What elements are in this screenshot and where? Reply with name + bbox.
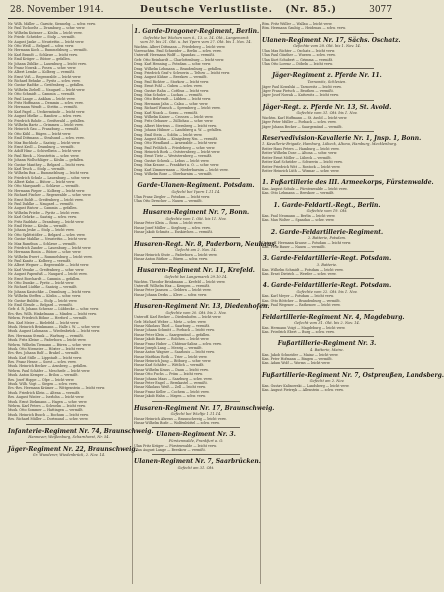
casualty-entry: Rtm. Hermann Gaubig — Heidenau — schw. verw. <box>262 26 346 31</box>
casualty-entry: Ers.-Res. Hermann Krämer — Wittgenstein — leicht verw. <box>8 386 105 391</box>
casualty-entry: Ulan Fritz Krüger — Fürstenwalde — leicht verw. <box>134 443 217 448</box>
casualty-entry: Husar Heinrich Jung — Bitburg — schw. verw. <box>134 359 212 364</box>
section-separator <box>280 68 374 69</box>
casualty-entry: Gefr. Otto Reinhardt — Charlottenburg — leicht verw. <box>134 57 225 62</box>
regiment-subheading: Gefechte vom 19. Okt. <box>306 209 348 214</box>
casualty-entry: Musk. Otto Sommer — Hattingen — vermißt. <box>8 408 84 413</box>
casualty-entry: Nr. Albert Kuhn — Bütow — leicht verw. <box>8 180 76 185</box>
section-separator <box>152 263 240 264</box>
regiment-subheading: Gefechte bei Wielzen vom 6., 13. u. 14. Okt., Langemarck <box>143 35 249 40</box>
section-separator <box>280 336 374 337</box>
header-title <box>140 5 337 16</box>
casualty-entry: Nr. Gustav Bublitz — Stolp — leicht verw. <box>8 298 78 303</box>
page-header <box>0 0 400 22</box>
casualty-entry: Nr. Wilhelm Kutzner — Köslin — leicht verw. <box>8 30 83 35</box>
casualty-entry: Nr. Hermann Wendt — Stettin — vermißt. <box>8 105 78 110</box>
casualty-entry: Drag. Ernst Pohl — Guben — schw. verw. <box>134 84 203 89</box>
column-2 <box>134 22 277 588</box>
casualty-entry: Drag. Hermann Jahn — Calau — schw. verw. <box>134 101 209 106</box>
casualty-entry: Husar Peter Klein — Saargemünd — gefallen. <box>134 332 211 337</box>
casualty-entry: Wachtm. Karl Hoffmann — St. Avold — leicht verw. <box>262 115 348 120</box>
regiment-heading: Infanterie-Regiment Nr. 74, Braunschweig. <box>8 427 154 435</box>
casualty-entry: Kan. August Pietrzyk — Allenstein — schw. verw. <box>262 388 344 393</box>
casualty-entry: Husar Johann Derks — Kleve — schw. verw. <box>134 292 207 297</box>
casualty-entry: Nr. Max Buchholz — Saatzig — leicht verw. <box>8 140 81 145</box>
section-separator <box>280 198 374 199</box>
casualty-entry: Nr. Johann Wollschläger — Köslin — gefallen. <box>8 158 85 163</box>
casualty-entry: Reiter Karl Schröder — Schwerin — leicht verw. <box>262 160 343 165</box>
casualty-entry: Nr. Johann Kasischke — Dramburg — leicht verw. <box>8 289 91 294</box>
casualty-entry: Drag. Wilhelm Lehmann — Brandenburg — gefallen. <box>134 66 223 71</box>
casualty-entry: Musk. Anton Kemper — Brilon — vermißt. <box>8 373 79 378</box>
section-separator <box>26 424 112 425</box>
casualty-entry: Kan. Peter Hofmann — Bingen — vermißt. <box>262 356 333 361</box>
casualty-entry: Nr. Paul Tschoeltz — Dramburg — schw. verw. <box>8 26 86 31</box>
casualty-entry: Drag. Karl Zimmermann — Niederbarnim — leicht verw. <box>134 167 229 172</box>
regiment-heading: Husaren-Regiment Nr. 7, Bonn. <box>142 209 250 217</box>
casualty-entry: Kan. Paul Wegener — Rathenow — leicht verw. <box>262 303 341 308</box>
casualty-entry: Husar Anton Wagner — Saarlouis — leicht verw. <box>134 350 215 355</box>
section-separator <box>280 251 374 252</box>
section-separator <box>280 278 374 279</box>
section-separator <box>152 178 240 179</box>
casualty-entry: Nr. August Papenfuß — Naugard — leicht verw. <box>8 272 88 277</box>
casualty-entry: Nr. Emil Dittmann — Stralsund — schw. verw. <box>8 136 85 141</box>
header-rule <box>8 18 392 19</box>
casualty-entry: Nr. Johann Jeske — Stolp — leicht verw. <box>8 228 75 233</box>
casualty-entry: Nr. Max Ramthun — Schlawe — vermißt. <box>8 241 77 246</box>
column-divider <box>132 24 133 584</box>
section-separator <box>280 368 374 369</box>
casualty-entry: Unteroff. Karl Becker — Diedenhofen — leicht verw. <box>134 315 222 320</box>
casualty-entry: Nr. Friedrich Rohde — Greifswald — gefallen. <box>8 118 85 123</box>
casualty-entry: Nr. Franz Nowak — Posen — schw. verw. <box>8 65 77 70</box>
casualty-entry: Husar Franz Keller — Cochem — leicht verw. <box>134 389 210 394</box>
casualty-entry: Drag. Friedrich Graf v. Schwerin — Teltow — leicht verw. <box>134 71 230 76</box>
regiment-subheading: Gefecht am 2. Nov. 14. <box>175 248 217 253</box>
casualty-entry: Drag. Albert Mertens — Sternberg — leicht verw. <box>134 123 217 128</box>
regiment-subheading: Gefecht bei Ypern 1.11.14. <box>171 189 221 194</box>
casualty-entry: Nr. Ernst Kroll — Dramburg — vermißt. <box>8 144 75 149</box>
casualty-entry: Husar Peter Engel — Bernkastel — vermißt. <box>134 381 208 386</box>
casualty-entry: Musk. Heinrich Becker — Arnsberg — gefallen. <box>8 364 88 369</box>
casualty-entry: Husar Anton Rüther — Büren — schw. verw. <box>134 257 208 262</box>
casualty-entry: Nr. Gustav Radtke — Greifenberg — gefallen. <box>8 83 85 88</box>
casualty-entry: Husar Wilhelm Bode — Wolfenbüttel — schw. verw. <box>134 421 220 426</box>
casualty-entry: Drag. Johann Hübner — Landsberg a. W. — gefallen. <box>134 128 222 133</box>
casualty-entry: Kan. Friedrich Ebert — Burg — schw. verw. <box>262 330 335 335</box>
casualty-entry: Nr. Emil Krüger — Bütow — gefallen. <box>8 57 71 62</box>
casualty-entry: Nr. Wilhelm Steffen — Köslin — schw. verw. <box>8 294 82 299</box>
regiment-subheading: Gefecht am 2. Nov. <box>309 379 345 384</box>
regiment-subheading: Fürstenwalde, Frankfurt a. O. <box>168 438 224 443</box>
regiment-subheading: Gefechte vom 31. Okt. bis 1. Nov. <box>296 111 358 116</box>
casualty-entry: Kan. Karl Meyer — Potsdam — leicht verw. <box>262 294 334 299</box>
casualty-entry: Husar Nikolaus Thiel — Saarburg — vermißt. <box>134 323 211 328</box>
header-title-text: Deutsche Verlustliste. <box>140 5 273 15</box>
casualty-entry: Nr. Richard Fischer — Regenwalde — schw. verw. <box>8 193 92 198</box>
casualty-entry: Nr. Wilhelm Rux — Rummelsburg — leicht verw. <box>8 171 89 176</box>
casualty-entry: Nr. Wilh. Mäller — Garnitz, Siennebg. — schw. verw. <box>8 22 96 26</box>
regiment-subheading: Tarnowitz, Schlesien. <box>307 79 347 84</box>
casualty-entry: Nr. Paul Kanitz — Kolberg — vermißt. <box>8 259 72 264</box>
casualty-entry: Ulan Otto Drescher — Nauen — vermißt. <box>134 198 203 203</box>
casualty-entry: Nr. Otto Splittstößer — Belgard — schw. verw. <box>8 232 86 237</box>
casualty-entry: Drag. Emil Stein — Soldin — leicht verw. <box>134 132 203 137</box>
casualty-entry: Husar Nikolaus Weiß — Zell — leicht verw. <box>134 385 206 390</box>
regiment-heading: 4. Garde-Feldartillerie-Regt. Potsdam. <box>262 282 392 290</box>
casualty-entry: Nr. Albert Wegner — Regenwalde — leicht verw. <box>8 263 90 268</box>
section-separator <box>152 454 240 455</box>
casualty-entry: Drag. Ernst Tietz — Weststernberg — vermißt. <box>134 154 213 159</box>
regiment-heading: Ulanen-Regiment Nr. 3. <box>156 431 236 439</box>
casualty-entry: Nr. Gustav Manthey — Belgard — leicht verw. <box>8 162 85 167</box>
casualty-entry: Nr. Heinrich Gau — Franzburg — vermißt. <box>8 127 80 132</box>
casualty-entry: Res. Richard Müller — Dortmund — schw. verw. <box>8 417 89 422</box>
casualty-entry: Musk. Otto Niemeier — Höxter — leicht verw. <box>8 346 85 351</box>
section-separator <box>152 205 240 206</box>
regiment-subheading: Gefechte vom 20. Okt. bis 2. Nov. <box>165 310 227 315</box>
regiment-subheading: Gefecht vom 31. Okt. bis 2. Nov. 14. <box>294 321 360 326</box>
casualty-entry: Nr. Fritz Raddatz — Dramburg — leicht verw. <box>8 219 85 224</box>
casualty-entry: Drag. Karl Henning — Potsdam — schw. verw. <box>134 62 211 67</box>
casualty-entry: Nr. Karl Brandt — Schlawe — leicht verw. <box>8 52 78 57</box>
casualty-entry: Nr. Paul Lange — Anklam — leicht verw. <box>8 96 76 101</box>
casualty-entry: Husar Heinrich Ahrens — Braunschweig — leicht verw. <box>134 416 227 421</box>
casualty-entry: Husar Heinrich Stute — Paderborn — leicht verw. <box>134 252 218 257</box>
casualty-entry: Nr. Johann Zühlke — Lauenburg — leicht verw. <box>8 61 87 66</box>
casualty-entry: Nr. Wilhelm Priebe — Pyritz — leicht verw. <box>8 210 80 215</box>
casualty-entry: Drag. August Kühn — Königsberg Nm. — vermißt. <box>134 136 219 141</box>
section-separator <box>280 33 374 34</box>
casualty-entry: Wehrm. Karl Peters — Schwelm — leicht verw. <box>8 403 86 408</box>
section-separator <box>152 24 240 25</box>
casualty-entry: Ers.-Res. Wilh. Hinkelmann — Minden — leicht verw. <box>8 311 97 316</box>
casualty-entry: Reiter Wilhelm Dose — Altona — schw. verw. <box>262 151 338 156</box>
casualty-entry: Musk. Fritz Kleine — Paderborn — leicht verw. <box>8 338 87 343</box>
casualty-entry: Kan. Jakob Schneider — Mainz — leicht verw. <box>262 352 339 357</box>
casualty-entry: Reiter Friedrich Witt — Rostock — leicht verw. <box>262 164 341 169</box>
section-separator <box>152 401 240 402</box>
casualty-entry: Wehrm. Friedrich Böhne — Herford — vermißt. <box>8 316 88 321</box>
casualty-entry: Husar Jakob Bauer — Bolchen — leicht verw. <box>134 337 210 342</box>
casualty-entry: Nr. Albert Lemke — Kolberg — vermißt. <box>8 70 75 75</box>
regiment-heading: 2. Garde-Feldartillerie-Regiment. <box>270 228 384 236</box>
casualty-entry: Drag. Paul Fröhlich — Friedeberg — schw. verw. <box>134 145 216 150</box>
casualty-entry: Jäger Franz Pietsch — Beuthen — vermißt. <box>262 88 334 93</box>
casualty-entry: Drag. Max Schulze — Luckau — vermißt. <box>134 92 203 97</box>
casualty-entry: Ulan Kurt Schubert — Grimma — vermißt. <box>262 57 334 62</box>
casualty-entry: Unteroff. Wilhelm Hax — Kempen — vermißt. <box>134 283 211 288</box>
casualty-entry: Nr. Emil Heise — Köslin — vermißt. <box>8 223 68 228</box>
casualty-entry: Res. Karl Meier — Bielefeld — leicht verw. <box>8 320 80 325</box>
casualty-entry: Husar Johann Schmitt — Forbach — leicht verw. <box>134 328 215 333</box>
casualty-entry: Kan. Fritz Bauer — Nauen — vermißt. <box>262 245 326 250</box>
regiment-heading: Jäger-Regiment Nr. 22, Braunschweig. <box>8 445 138 453</box>
casualty-entry: Husar Johann Maas — Saarburg — schw. verw. <box>134 376 213 381</box>
casualty-entry: Jäger Josef Nowak — Kattowitz — leicht verw. <box>262 93 339 98</box>
casualty-entry: Nr. Friedr. Schröder — Stolp — vermißt. <box>8 35 76 40</box>
casualty-entry: Drag. Paul Richter — Storkow — leicht verw. <box>134 79 210 84</box>
regiment-heading: Garde-Ulanen-Regiment. Potsdam. <box>137 182 255 190</box>
casualty-entry: Nr. Wilhelm Bartz — Grimmen — leicht verw. <box>8 122 84 127</box>
casualty-entry: Nr. Friedrich Schulz — Lauenburg — schw. verw. <box>8 175 91 180</box>
regiment-heading: Feldartillerie-Regiment Nr. 4, Magdeburg. <box>262 313 405 321</box>
casualty-entry: Nr. August Janke — Neustettin — leicht verw. <box>8 39 85 44</box>
casualty-entry: Nr. Karl Tesch — Stolp — vermißt. <box>8 166 66 171</box>
casualty-entry: Kan. Ernst Dietrich — Werder — schw. verw. <box>262 271 337 276</box>
casualty-entry: Husar Joseph Lang — Merzig — vermißt. <box>134 345 203 350</box>
casualty-entry: Nr. Fritz Hoffmann — Demmin — schw. verw. <box>8 101 84 106</box>
regiment-subheading: Gefechte vom 28. Okt. bis 1. Nov. 14. <box>293 44 361 49</box>
section-separator <box>280 175 374 176</box>
casualty-entry: Musk. Wilh. Vogt — Siegen — schw. verw. <box>8 382 78 387</box>
casualty-entry: Drag. Fritz Gebauer — Züllichau — schw. verw. <box>134 119 214 124</box>
casualty-entry: Musk. August Lohmann — Wiedenbrück — leicht verw. <box>8 329 100 334</box>
casualty-entry: Ulan Paul Günther — Wurzen — schw. verw. <box>262 53 336 58</box>
column-3 <box>262 22 444 588</box>
casualty-entry: Res. Franz Hense — Soest — schw. verw. <box>8 360 77 365</box>
casualty-entry: Drag. Max Krause — Frankfurt a. O. — schw. verw. <box>134 163 220 168</box>
casualty-entry: Nr. Ernst Boldt — Greifenberg — leicht verw. <box>8 197 84 202</box>
casualty-entry: Husar Jakob Schmitz — Euskirchen — vermißt. <box>134 230 214 235</box>
regiment-subheading: Gr. Wunderer, Wiedenbrück, 2. Nov. 14. <box>32 453 106 458</box>
header-date: 28. November 1914. <box>10 5 104 15</box>
casualty-entry: Husar Otto Fuchs — Prüm — leicht verw. <box>134 372 203 377</box>
casualty-entry: Nr. Hermann Pieper — Kolberg — leicht verw. <box>8 188 86 193</box>
regiment-subheading: 4. Batterie, Mainz. <box>310 347 344 352</box>
casualty-entry: Nr. Ernst Borchardt — Cammin — gefallen. <box>8 276 81 281</box>
regiment-subheading: 3. Batterie. <box>316 262 338 267</box>
casualty-entry: Kan. August Schulz — Fürstenwalde — leicht verw. <box>262 186 348 191</box>
regiment-heading: Husaren-Regiment Nr. 11, Krefeld. <box>137 267 255 275</box>
regiment-subheading: 2. Batterie, Potsdam. <box>307 236 347 241</box>
casualty-entry: Nr. Ernst Voß — Regenwalde — leicht verw. <box>8 74 82 79</box>
regiment-heading: 1. Fußartillerie des III. Armeekorps, Fürstenwalde. <box>262 179 434 187</box>
casualty-entry: Nr. Wilhelm Ziebell — Naugard — leicht verw. <box>8 87 86 92</box>
section-separator <box>152 237 240 238</box>
casualty-entry: Husar Wilhelm Kraus — Daun — leicht verw. <box>134 367 209 372</box>
casualty-entry: Nr. Otto Marquardt — Schlawe — vermißt. <box>8 184 80 189</box>
section-separator <box>280 131 374 132</box>
casualty-entry: Musk. Ernst Diekmann — Hagen — schw. verw. <box>8 399 88 404</box>
casualty-entry: Husar Josef Müller — Siegburg — schw. verw. <box>134 225 211 230</box>
casualty-entry: Wachtm. Albert Dittmann — Friedeberg — leicht verw. <box>134 44 226 49</box>
casualty-entry: Drag. Gustav Rahn — Cottbus — leicht verw. <box>134 88 209 93</box>
casualty-entry: Nr. August Ristow — Cammin — gefallen. <box>8 206 78 211</box>
casualty-entry: Husar Franz Huber — Château-Salins — schw. verw. <box>134 341 222 346</box>
regiment-heading: Ulanen-Regiment Nr. 7, Saarbrücken. <box>134 458 261 466</box>
casualty-entry: Kan. Gustav Kalinowski — Landsberg — leicht verw. <box>262 383 350 388</box>
casualty-entry: Rtm. Fritz Wüller — Wallau — leicht verw. <box>262 22 333 26</box>
casualty-entry: Husar Jakob Hahn — Mayen — schw. verw. <box>134 394 206 399</box>
casualty-entry: Drag. Heinrich Bork — Oststernberg — leicht verw. <box>134 150 221 155</box>
regiment-heading: Jäger-Regt. z. Pferde Nr. 13, St. Avold. <box>262 103 392 111</box>
regiment-subheading: Gefecht am 31. Okt. <box>177 465 215 470</box>
casualty-entry: Drag. August Kühne — Beeskow — vermißt. <box>134 75 208 80</box>
column-1 <box>8 22 154 588</box>
casualty-entry: Kan. Otto Lehmann — Beeskow — vermißt. <box>262 191 335 196</box>
casualty-entry: Kan. Wilhelm Schmidt — Potsdam — leicht verw. <box>262 267 344 272</box>
regiment-heading: Reservedivision-Kavallerie Nr. 1, Jnsp. 1, Bonn. <box>262 134 422 142</box>
casualty-entry: Ers.-Res. Johann Rolf — Brakel — vermißt. <box>8 351 80 356</box>
casualty-entry: Kan. Max Wolter — Spandau — schw. verw. <box>262 218 335 223</box>
casualty-entry: Nr. Hermann Koch — Rummelsburg — vermißt. <box>8 48 88 53</box>
casualty-entry: Res. August Winter — Iserlohn — leicht verw. <box>8 395 85 400</box>
casualty-entry: Nr. August Mielke — Randow — schw. verw. <box>8 114 82 119</box>
regiment-heading: 3. Garde-Feldartillerie-Regt. Potsdam. <box>262 255 392 263</box>
casualty-entry: Drag. Otto Wendland — Arnswalde — leicht verw. <box>134 141 218 146</box>
casualty-entry: Nr. Hermann Bonin — Bütow — schw. verw. <box>8 250 82 255</box>
casualty-entry: Ulan Max Richter — Oschatz — leicht verw. <box>262 48 336 53</box>
regiment-subheading: 1. Kavallerie-Brigade, Hamburg, Lübeck, Altona, Hamburg, Mecklenburg. <box>262 142 398 147</box>
regiment-subheading: Hannover, Weißenburg, Scharnhorst, Nr. 54. <box>28 435 110 440</box>
regiment-heading: Fußartillerie-Regiment Nr. 7, Ostpreußen, Landsberg. <box>262 371 444 379</box>
casualty-entry: Husar Peter Janssen — Geldern — leicht verw. <box>134 288 212 293</box>
casualty-entry: Reiter Ernst Möller — Lübeck — vermißt. <box>262 155 332 160</box>
casualty-entry: Drag. Otto Behrendt — Lübben — leicht verw. <box>134 97 212 102</box>
casualty-entry: Wehrm. Wilhelm Tiemann — Büren — schw. verw. <box>8 342 92 347</box>
casualty-entry: Kan. Otto Böttcher — Brandenburg — vermißt. <box>262 298 341 303</box>
casualty-entry: Nr. Karl Gehrke — Saatzig — schw. verw. <box>8 215 77 220</box>
casualty-entry: Jäger Paul Kowalski — Tarnowitz — leicht verw. <box>262 84 342 89</box>
casualty-entry: Nr. Karl Pagel — Ueckermünde — leicht verw. <box>8 109 86 114</box>
casualty-entry: Husar Matthias Roth — Trier — leicht verw. <box>134 354 208 359</box>
casualty-entry: Nr. Paul Rieck — Neustettin — schw. verw. <box>8 153 80 158</box>
regiment-subheading: Gefechte vom 1. Okt. bis 11. Nov. <box>165 216 227 221</box>
section-separator <box>280 100 374 101</box>
casualty-entry: Nr. Gustav Mahlke — Neustettin — leicht verw. <box>8 237 88 242</box>
regiment-heading: Jäger-Regiment z. Pferde Nr. 11. <box>272 72 382 80</box>
casualty-entry: Drag. Wilhelm Rose — Oberbarnim — vermißt. <box>134 172 213 177</box>
casualty-entry: Wachtm. Theodor Brinkmann — Krefeld — leicht verw. <box>134 279 226 284</box>
regiment-subheading: Gefecht bei Langemarck 29.10.14. <box>164 274 228 279</box>
casualty-entry: Gefr. Michael Weber — Metz — schw. verw. <box>134 319 207 324</box>
regiment-subheading: vom 19. bis 21. Okt. u. bei Ypern vom 27. Okt. bis 1. Nov. 14. <box>140 40 252 45</box>
casualty-entry: Nr. Emil Glende — Belgard — vermißt. <box>8 303 73 307</box>
regiment-heading: Husaren-Regt. Nr. 8, Paderborn, Neuhaus. <box>134 240 277 248</box>
casualty-entry: Nr. Friedrich Zander — Lauenburg — leicht verw. <box>8 245 92 250</box>
casualty-entry: Drag. Richard Wunsch — Spremberg — leicht verw. <box>134 106 221 111</box>
casualty-entry: Jäger Johann Becker — Saargemünd — vermißt. <box>262 124 343 129</box>
casualty-entry: Reiter Hans Peters — Hamburg — leicht verw. <box>262 147 340 152</box>
casualty-entry: Gefr. d. R. Johann Schwarz — Lübbecke — schw. verw. <box>8 307 100 312</box>
casualty-entry: Ulan August Lange — Beeskow — vermißt. <box>134 447 206 452</box>
casualty-entry: Jäger Peter Müller — Forbach — schw. verw. <box>262 120 337 125</box>
casualty-entry: Musk. Heinrich Busch — Bochum — leicht verw. <box>8 412 89 417</box>
casualty-entry: Nr. Otto Kühl — Rügen — leicht verw. <box>8 131 72 136</box>
regiment-heading: Fußartillerie-Regiment Nr. 3. <box>277 340 377 348</box>
casualty-entry: Nr. Richard Lüdtke — Saatzig — vermißt. <box>8 285 78 290</box>
casualty-entry: Kan. Adam Wolf — Worms — leicht verw. <box>262 361 331 366</box>
casualty-entry: Musk. Friedrich Klein — Altena — vermißt. <box>8 390 81 395</box>
section-separator <box>280 310 374 311</box>
casualty-entry: Kan. Paul Neumann — Berlin — leicht verw. <box>262 213 336 218</box>
casualty-entry: Nr. Karl Venske — Greifenberg — schw. verw. <box>8 267 85 272</box>
casualty-entry: Ulan Otto Lorenz — Döbeln — leicht verw. <box>262 62 333 67</box>
casualty-entry: Husar Karl Schäfer — Wittlich — vermißt. <box>134 363 205 368</box>
regiment-subheading: Gefechte vom 22. Okt. bis 1. Nov. <box>296 289 358 294</box>
casualty-entry: Nr. Paul Dahlke — Naugard — vermißt. <box>8 202 74 207</box>
regiment-heading: Ulanen-Regiment Nr. 17, Sächs. Oschatz. <box>262 36 401 44</box>
casualty-entry: Nr. Otto Weiß — Belgard — schw. verw. <box>8 43 74 48</box>
casualty-entry: Nr. Otto Dumke — Pyritz — leicht verw. <box>8 281 75 286</box>
casualty-entry: Unteroff. Hermann Wolff — Spandau — vermißt. <box>134 53 215 58</box>
casualty-entry: Wehrm. Paul Schäfer — Meschede — leicht verw. <box>8 368 91 373</box>
casualty-entry: Nr. Richard Behnke — Pyritz — schw. verw. <box>8 79 81 84</box>
casualty-entry: Kan. Hermann Voigt — Magdeburg — leicht verw. <box>262 325 346 330</box>
casualty-entry: Drag. Wilhelm Kaiser — Crossen — leicht verw. <box>134 114 214 119</box>
regiment-heading: 1. Garde-Feldartl.-Regt., Berlin. <box>273 201 381 209</box>
page-number: 3077 <box>369 5 392 15</box>
section-separator <box>152 299 240 300</box>
casualty-entry: Res. Hermann Strunk — Warburg — vermißt. <box>8 333 84 338</box>
header-issue: (Nr. 85.) <box>285 5 337 15</box>
regiment-heading: Husaren-Regiment Nr. 17, Braunschweig. <box>134 404 275 412</box>
casualty-entry: Reiter Heinrich Lüth — Wismar — schw. verw. <box>262 169 340 174</box>
casualty-entry: Vizewachtm. Paul Schneider — Berlin — schw. verw. <box>134 49 222 54</box>
casualty-entry: Nr. Wilhelm Ewert — Rummelsburg — leicht verw. <box>8 254 93 259</box>
casualty-entry: Nr. Otto Schmidt — Cammin — vermißt. <box>8 92 76 97</box>
casualty-entry: Musk. Karl Stille — Lippstadt — leicht verw. <box>8 355 83 360</box>
casualty-entry: Musk. Heinrich Brinkmann — Halle i. W. — schw. verw. <box>8 324 101 329</box>
casualty-entry: Nr. Adolf Hinz — Schivelbein — leicht verw. <box>8 149 82 154</box>
section-separator <box>26 442 112 443</box>
section-separator <box>152 427 240 428</box>
regiment-heading: 1. Garde-Dragoner-Regiment, Berlin. <box>134 28 260 35</box>
casualty-entry: Unteroff. Hermann Krause — Potsdam — leicht verw. <box>262 240 351 245</box>
section-separator <box>280 225 374 226</box>
casualty-entry: Ulan Franz Ziegler — Potsdam — leicht verw. <box>134 194 211 199</box>
casualty-entry: Res. Josef Hoppe — Olpe — leicht verw. <box>8 377 75 382</box>
casualty-entry: Drag. Karl Noack — Sorau — vermißt. <box>134 110 199 115</box>
casualty-entry: Husar Peter Klein — Bonn — leicht verw. <box>134 221 203 226</box>
regiment-heading: Husaren-Regiment Nr. 13, Diedenhofen. <box>134 303 270 311</box>
casualty-entry: Drag. Gustav Schenk — Lebus — leicht verw. <box>134 158 210 163</box>
regiment-subheading: Gefecht bei Wieltje 1.11.14. <box>170 412 222 417</box>
